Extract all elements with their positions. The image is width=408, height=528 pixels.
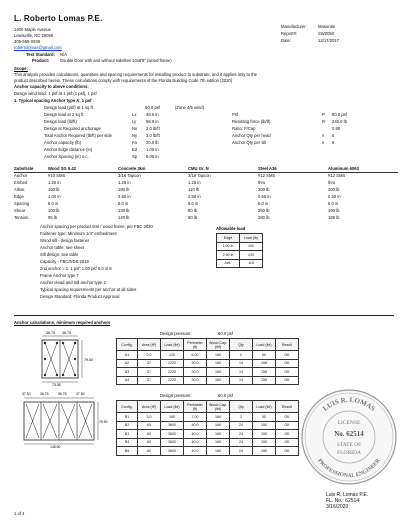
small-table-col: Load (lb) (240, 234, 263, 243)
anchor-table-cell: 150 (253, 438, 276, 447)
substrate-cell: 110 lb (188, 187, 200, 192)
substrate-col-header: Substrate (14, 166, 34, 171)
seal-state: STATE OF (336, 442, 362, 448)
substrate-row (14, 180, 398, 187)
anchor-table-col: Config. (117, 401, 138, 413)
anchor-table-cell: 7.00 (184, 413, 207, 422)
manufacturer-label: Manufacturer: (281, 24, 307, 29)
anchor-table-cell: 3.0 (138, 413, 161, 422)
diag2-top-dim-3: 36.75 (58, 392, 67, 396)
note-line: 2nd anchor = 1: 1 psf: 1.00 psf 8.0 in 8 (40, 266, 112, 271)
substrate-col-header: Aluminum 6063 (328, 166, 359, 171)
anchor-table-cell: 160 (207, 447, 230, 456)
note-line: Anchor table: see sheet (40, 245, 84, 250)
anchor-table-cell: 160 (207, 368, 230, 377)
anchor-table-cell: A1 (117, 351, 138, 360)
calc-row (44, 105, 204, 112)
substrate-cell: 130 lb (118, 208, 130, 213)
diag1-top-dim-2: 36.75 (62, 331, 71, 335)
design-pressure-value: 60.0 psf (218, 331, 233, 336)
note-line: Design Standard: Florida Product Approval (40, 294, 120, 299)
calc-line-2: 1. Typical spacing Anchor type A: 1 psf (14, 98, 92, 103)
anchor-table-col: Result (276, 401, 299, 413)
small-table-row (217, 251, 263, 260)
anchor-table-cell: 150 (253, 430, 276, 439)
substrate-cell: thru (258, 180, 266, 185)
calc-row (232, 112, 392, 119)
anchor-table-cell: 37 (138, 376, 161, 385)
anchor-table-cell: 60 (253, 351, 276, 360)
scope-text-3: Anchor capacity to above conditions: (14, 84, 89, 89)
calc-row-value: 98.0 in (146, 119, 159, 124)
calc-row-symbol: Ed (132, 147, 138, 152)
note-line: Typical spacing requirements per anchor at all sides (40, 287, 137, 292)
anchor-table-cell: 2.0 (138, 351, 161, 360)
anchor-table-cell: A2 (117, 359, 138, 368)
small-table-cell: 115 (240, 259, 263, 268)
engineer-seal (300, 388, 398, 486)
seal-name: LUIS R. LOMAS (321, 395, 377, 413)
diag1-bottom-dim: 73.50 (52, 383, 61, 386)
anchor-table-cell: 3600 (161, 421, 184, 430)
substrate-cell: 190 lb (328, 208, 340, 213)
substrate-cell: 100 lb (48, 208, 60, 213)
anchor-table-cell: 60 (138, 430, 161, 439)
allowable-load-title: Allowable load (216, 226, 246, 231)
calc-row-symbol: Ny (132, 133, 138, 138)
anchor-table-cell: 24 (230, 438, 253, 447)
anchor-table-cell: 30.0 (184, 376, 207, 385)
anchor-table-row (117, 413, 299, 422)
calc-row-value: 20.0 lb (146, 140, 159, 145)
anchor-table-cell: 2220 (161, 376, 184, 385)
calc-row-label: Anchor Qty per sill (232, 140, 267, 145)
diag2-side-dim: 79.50 (99, 420, 108, 424)
calc-row-symbol: Fa (132, 140, 137, 145)
substrate-header-row (14, 166, 398, 173)
seal-number: No. 62514 (334, 430, 364, 438)
anchor-table-cell: 24 (230, 430, 253, 439)
anchor-table-cell: 37 (138, 368, 161, 377)
anchor-table-col: Load (lbf) (161, 339, 184, 351)
anchor-table-cell: 14 (230, 359, 253, 368)
calc-row-value: 240.0 lb (332, 119, 347, 124)
anchor-table-cell: 160 (207, 438, 230, 447)
anchor-table-cell: 160 (207, 430, 230, 439)
anchor-table-col: Perimeter (ft) (184, 401, 207, 413)
anchor-table-cell: A4 (117, 376, 138, 385)
substrate-cell: Spacing (14, 201, 30, 206)
anchor-table-cell: B3 (117, 430, 138, 439)
anchor-table-col: Config. (117, 339, 138, 351)
calc-row-label: Anchor Qty per head (232, 133, 271, 138)
small-table-col: Edge (217, 234, 240, 243)
anchor-table-col: Load (lbf) (161, 401, 184, 413)
diag2-top-dim-2: 36.75 (40, 392, 49, 396)
calc-row-label: Resisting force (lb/ft) (232, 119, 271, 124)
anchor-table-cell: 14 (230, 376, 253, 385)
anchor-table-cell: 120 (161, 351, 184, 360)
diag1-top-dim-1: 36.75 (46, 331, 55, 335)
email-link[interactable]: robertolomas@gmail.com (14, 45, 62, 50)
calc-row-value: 48.0 in (146, 112, 159, 117)
note-line: Ancher Head and Sill anchor type 2 (40, 280, 106, 285)
diag1-side-dim: 79.50 (84, 358, 93, 362)
substrate-cell: 0.50 in (258, 194, 271, 199)
calc-row-label: Design load at 2 sq ft (44, 112, 84, 117)
manufacturer-value: Masonite (318, 24, 335, 29)
calc-row-extra: (Zone 4/5 wind) (174, 105, 204, 110)
substrate-cell: Tension (14, 215, 29, 220)
date-value: 12/17/2017 (318, 38, 339, 43)
scope-heading: Scope: (14, 66, 28, 71)
anchor-table-cell: B2 (117, 421, 138, 430)
substrate-cell: 300 lb (258, 187, 270, 192)
calc-line-1: Design wind load: 1 psf at 1 psf (1 psf), 1 psf (14, 91, 97, 96)
calc-row-symbol: Sp (132, 154, 138, 159)
seal-license: LICENSE (337, 420, 361, 426)
anchor-table-cell: 37 (138, 359, 161, 368)
calc-row-label: Ratio: F/Cap (232, 126, 256, 131)
substrate-cell: 8.0 in (118, 201, 129, 206)
calc-row (44, 126, 204, 133)
small-table-cell: 2.50 in (217, 251, 240, 260)
anchor-table-cell: 158 (253, 376, 276, 385)
page-number: 1 of 4 (14, 511, 25, 516)
substrate-cell: 1.25 in (118, 180, 131, 185)
anchor-table-cell: OK (276, 368, 299, 377)
anchor-table-cell: 158 (253, 368, 276, 377)
substrate-cell: #12 SMS (258, 173, 276, 178)
anchor-table-cell: 90 (253, 413, 276, 422)
substrate-cell: 1.25 in (188, 180, 201, 185)
small-table-header (217, 234, 263, 243)
calc-row-label: Anchor Spacing (in) o.c. (44, 154, 89, 159)
anchor-table-cell: 24 (230, 447, 253, 456)
anchor-table-cell: 60 (138, 447, 161, 456)
anchor-table-cell: OK (276, 430, 299, 439)
anchor-table-cell: OK (276, 447, 299, 456)
calc-row-value: 6 (332, 140, 335, 145)
signature-block (326, 492, 368, 510)
anchor-table-cell: 2220 (161, 368, 184, 377)
anchor-table-cell: 2 (230, 351, 253, 360)
substrate-cell: Edge (14, 194, 24, 199)
calc-row-value: 60.0 psf (332, 112, 347, 117)
substrate-cell: 6.0 in (258, 201, 269, 206)
calc-row-symbol (322, 126, 332, 133)
anchor-table-2 (116, 400, 299, 456)
substrate-cell: 90 lb (188, 215, 198, 220)
substrate-cell: Anchor (14, 173, 28, 178)
anchor-table-col: Qty (230, 401, 253, 413)
substrate-cell: 0.50 in (328, 194, 341, 199)
substrate-cell: 80 lb (188, 208, 198, 213)
anchor-table-cell: B5 (117, 447, 138, 456)
scope-text-2: product described herein. These calculations comply with requirements of the Florida Building Code 7th edition (2020) (14, 78, 233, 83)
seal-florida: FLORIDA (337, 450, 361, 456)
anchor-table-col: Area (ft²) (138, 401, 161, 413)
calc-row (44, 147, 204, 154)
substrate-cell: #10 SMS (48, 173, 66, 178)
substrate-cell: 8.0 in (188, 201, 199, 206)
calc-row-label: Design at Required anchorage (44, 126, 101, 131)
substrate-cell: 6.0 in (328, 201, 339, 206)
anchor-table-cell: OK (276, 359, 299, 368)
substrate-cell: 95 lb (48, 215, 58, 220)
anchor-table-row (117, 359, 299, 368)
anchor-table-cell: OK (276, 413, 299, 422)
anchor-table-cell: 150 (253, 447, 276, 456)
anchor-table-row (117, 438, 299, 447)
substrate-cell: Allow. (14, 187, 25, 192)
anchor-table-cell: OK (276, 438, 299, 447)
substrate-cell: 1.00 in (48, 194, 61, 199)
calc-row (44, 154, 204, 161)
substrate-col-header: Concrete 3ksi (118, 166, 146, 171)
calc-row (44, 119, 204, 126)
anchor-table-row (117, 447, 299, 456)
small-table-cell: Ave. (217, 259, 240, 268)
small-table-cell: 1.00 in (217, 242, 240, 251)
anchor-table-cell: OK (276, 376, 299, 385)
note-line: Frame Anchor type T (40, 273, 80, 278)
anchor-table-cell: 40.0 (184, 447, 207, 456)
calc-row-label: Anchor capacity (lb) (44, 140, 82, 145)
notes-middle (40, 224, 210, 301)
note-line: Sill design: see table (40, 252, 79, 257)
anchor-table-cell: 30.0 (184, 368, 207, 377)
scope-text-1: This analysis provides calculations, quantities and spacing requirements for installing product to substrate, and it applies only to the (14, 72, 258, 77)
substrate-cell: 180 lb (118, 187, 130, 192)
calc-row (232, 126, 392, 133)
signature-date: 3/16/2020 (326, 504, 349, 510)
anchor-table-col: Load (lbf) (253, 339, 276, 351)
substrate-col-header: CMU Gr. N (188, 166, 209, 171)
signature-license: FL. No.: 62514 (326, 498, 360, 504)
product-value: Double Door with and without sidelites 10x8'8" (wood frame) (60, 58, 172, 63)
anchor-table-row (117, 368, 299, 377)
calc-row (44, 140, 204, 147)
substrate-row (14, 187, 398, 194)
small-table-row (217, 242, 263, 251)
anchor-table-cell: 160 (207, 359, 230, 368)
substrate-cell: 160 lb (48, 187, 60, 192)
calc-row-label: Anchor Edge distance (in) (44, 147, 93, 152)
calc-rows-right (232, 112, 392, 147)
test-standard-value: N/A (60, 52, 67, 57)
substrate-cell: 2.50 in (118, 194, 131, 199)
signature-name: Luis R. Lomas P.E. (326, 492, 369, 498)
anchor-table-col: Wood Cap. (lbf) (207, 339, 230, 351)
calc-row-label: Design load (psf) at 1 sq ft (44, 105, 93, 110)
small-table-cell: 100 (240, 242, 263, 251)
test-standard-label: Test Standard: (26, 52, 56, 57)
diag2-bottom-dim: 148.50 (50, 445, 61, 449)
calc-rows-left (44, 105, 204, 161)
anchor-table-cell: 14 (230, 368, 253, 377)
anchor-table-cell: 40.0 (184, 421, 207, 430)
anchor-table-cell: 60 (138, 421, 161, 430)
calc-row (44, 133, 204, 140)
anchor-table-col: Area (ft²) (138, 339, 161, 351)
calc-row-symbol: Lx (132, 112, 137, 117)
substrate-row (14, 215, 398, 222)
substrate-row (14, 173, 398, 180)
substrate-cell: 1.25 in (48, 180, 61, 185)
report-label: Report#: (281, 31, 298, 36)
anchor-table-cell: 150 (253, 421, 276, 430)
note-line: Capacity - FBC/NDS 2018 (40, 259, 89, 264)
anchor-table-header (117, 401, 299, 413)
calc-row-label: Total Anchor Required (lb/ft) per side (44, 133, 112, 138)
anchor-table-header (117, 339, 299, 351)
small-table-cell: 130 (240, 251, 263, 260)
anchor-table-col: Qty (230, 339, 253, 351)
anchor-table-cell: 160 (207, 421, 230, 430)
phone: 305-555-0938 (14, 39, 41, 44)
address-line-1: 1400 Maple Avenue (14, 27, 51, 32)
note-line: Wood sill - design fastener (40, 238, 90, 243)
substrate-row (14, 194, 398, 201)
anchor-table-cell: 3600 (161, 447, 184, 456)
design-pressure-value-2: 60.0 psf (218, 393, 233, 398)
substrate-row (14, 201, 398, 208)
anchor-table-cell: A3 (117, 368, 138, 377)
calc-row-symbol: P (322, 112, 325, 117)
seal-role: PROFESSIONAL ENGINEER (316, 457, 382, 480)
engineer-name: L. Roberto Lomas P.E. (14, 14, 103, 23)
calc-row-symbol: Nx (132, 126, 138, 131)
calc-row-symbol: R (322, 119, 326, 124)
report-value: SW0050 (318, 31, 335, 36)
substrate-cell: 2.50 in (188, 194, 201, 199)
calc-row (232, 140, 392, 147)
calc-row-symbol: n (322, 133, 325, 138)
section2-title: Anchor calculations, minimum required anchors (14, 320, 111, 325)
substrate-cell: 280 lb (258, 215, 270, 220)
anchor-table-row (117, 376, 299, 385)
substrate-cell: 3/16 Tapcon (188, 173, 211, 178)
calc-row-value: 6 (332, 133, 335, 138)
substrate-cell: Embed (14, 180, 28, 185)
anchor-table-row (117, 421, 299, 430)
anchor-table-cell: 6.00 (184, 351, 207, 360)
anchor-table-cell: B1 (117, 413, 138, 422)
substrate-cell: #12 SMS (328, 173, 346, 178)
anchor-table-cell: 40.0 (184, 430, 207, 439)
anchor-table-cell: 40.0 (184, 438, 207, 447)
anchor-table-cell: 2 (230, 413, 253, 422)
diag2-top-dim-1: 37.50 (22, 392, 31, 396)
anchor-table-cell: 160 (207, 376, 230, 385)
anchor-table-row (117, 351, 299, 360)
calc-row (232, 119, 392, 126)
anchor-table-cell: 160 (207, 413, 230, 422)
double-door-sidelites-diagram (14, 390, 110, 450)
substrate-cell: 200 lb (328, 187, 340, 192)
anchor-table-cell: OK (276, 421, 299, 430)
anchor-table-cell: 60 (138, 438, 161, 447)
substrate-cell: thru (328, 180, 336, 185)
calc-row-value: 8.00 in (146, 154, 159, 159)
substrate-col-header: Steel A36 (258, 166, 277, 171)
diag2-top-dim-4: 37.50 (76, 392, 85, 396)
substrate-row (14, 208, 398, 215)
anchor-table-cell: 158 (253, 359, 276, 368)
anchor-table-col: Result (276, 339, 299, 351)
calc-row-symbol (131, 105, 145, 112)
substrate-cell: 3/16 Tapcon (118, 173, 141, 178)
anchor-table-cell: B4 (117, 438, 138, 447)
anchor-table-cell: 3600 (161, 430, 184, 439)
note-line: Fastener type: Minimum 1/4" embedment (40, 231, 117, 236)
design-pressure-label-2: Design pressure: (160, 393, 192, 398)
date-label: Date: (281, 38, 292, 43)
calc-row-symbol: Ly (132, 119, 137, 124)
anchor-table-cell: 3600 (161, 438, 184, 447)
calc-row-value: 2.0 lb/ft (146, 126, 160, 131)
substrate-col-header: Wood SG 0.42 (48, 166, 77, 171)
substrate-cell: Shear (14, 208, 26, 213)
calc-row (232, 133, 392, 140)
anchor-table-cell: OK (276, 351, 299, 360)
anchor-table-col: Perimeter (ft) (184, 339, 207, 351)
address-line-2: Lewisville, NC 28069 (14, 33, 54, 38)
small-table-row (217, 259, 263, 268)
anchor-table-cell: 180 (161, 413, 184, 422)
anchor-table-cell: 24 (230, 421, 253, 430)
substrate-cell: 8.0 in (48, 201, 59, 206)
anchor-table-1 (116, 338, 299, 385)
product-label: Product: (32, 58, 50, 63)
substrate-cell: 250 lb (258, 208, 270, 213)
calc-row-label: Design load (lb/ft) (44, 119, 77, 124)
substrate-table (14, 166, 398, 222)
calc-row-value: 1.00 in (146, 147, 159, 152)
design-pressure-label: Design pressure: (160, 331, 192, 336)
substrate-cell: 185 lb (328, 215, 340, 220)
allowable-load-table (216, 233, 263, 268)
anchor-table-cell: 160 (207, 351, 230, 360)
calc-row-symbol: n (322, 140, 325, 145)
calc-row-value: 60.0 psf (145, 105, 161, 110)
calc-row-label: Psf (232, 112, 239, 117)
anchor-table-cell: 2220 (161, 359, 184, 368)
double-door-diagram (20, 330, 102, 386)
substrate-cell: 140 lb (118, 215, 130, 220)
calc-row-value: 3.0 lb/ft (146, 133, 160, 138)
anchor-table-row (117, 430, 299, 439)
calc-row (44, 112, 204, 119)
anchor-table-cell: 30.0 (184, 359, 207, 368)
calc-row-value: 0.90 (332, 126, 341, 131)
anchor-table-col: Wood Cap. (lbf) (207, 401, 230, 413)
anchor-table-col: Load (lbf) (253, 401, 276, 413)
note-line: Anchor spacing per product test / wood frame; per FBC 2020 (40, 224, 153, 229)
